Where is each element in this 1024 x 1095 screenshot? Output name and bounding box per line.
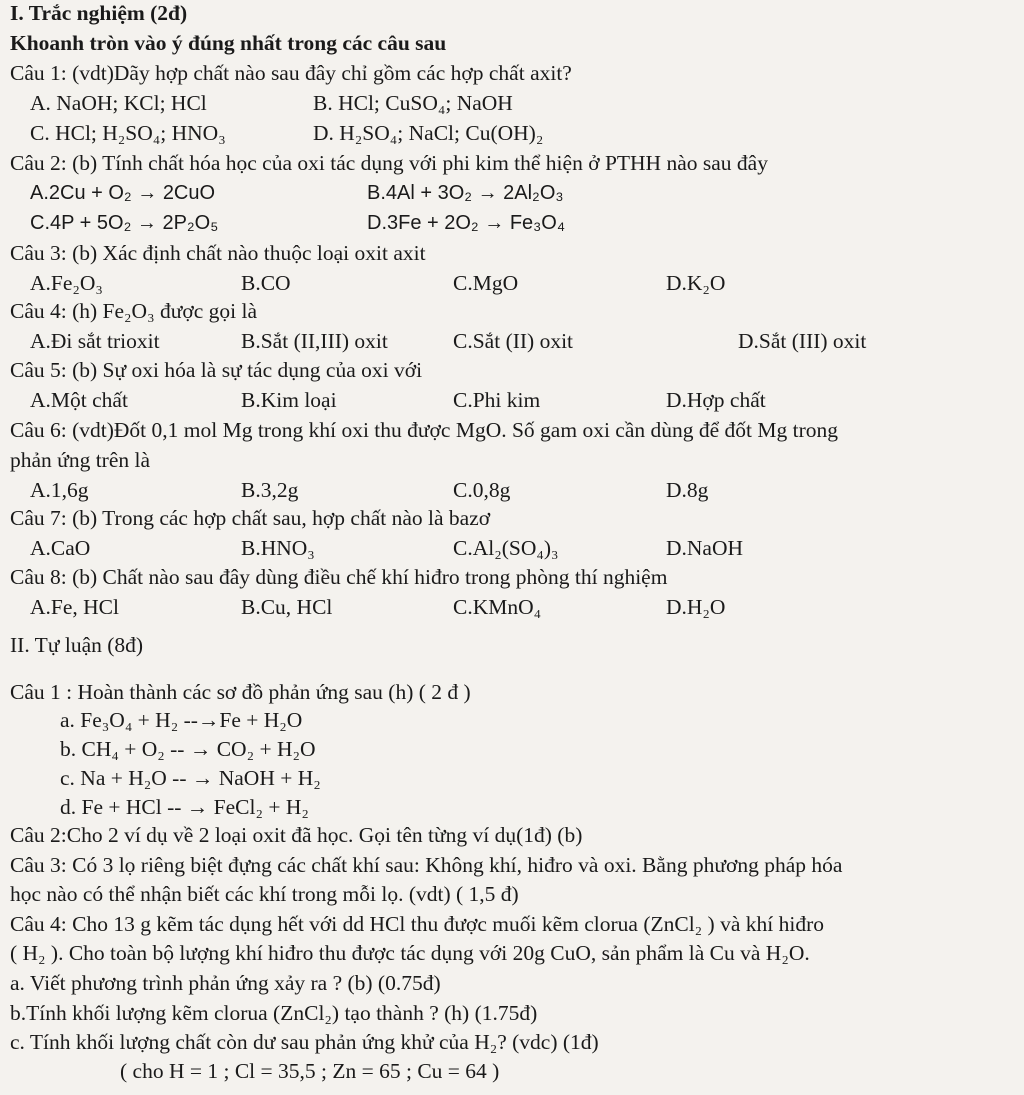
essay-question-2: Câu 2:Cho 2 ví dụ về 2 loại oxit đã học. Gọi tên từng ví dụ(1đ) (b) xyxy=(10,823,583,847)
essay-question-4-line2: ( H₂ ). Cho toàn bộ lượng khí hiđro thu được tác dụng với 20g CuO, sản phẩm là Cu và H₂O. xyxy=(10,941,810,965)
question-5-stem: Câu 5: (b) Sự oxi hóa là sự tác dụng của oxi với xyxy=(10,358,423,382)
question-5-option-c[interactable]: C.Phi kim xyxy=(453,388,541,412)
question-8-option-c[interactable]: C.KMnO₄ xyxy=(453,595,542,619)
question-3-stem: Câu 3: (b) Xác định chất nào thuộc loại oxit axit xyxy=(10,241,426,265)
question-8-option-b[interactable]: B.Cu, HCl xyxy=(241,595,333,619)
essay-question-4-part-a: a. Viết phương trình phản ứng xảy ra ? (b) (0.75đ) xyxy=(10,971,441,995)
question-1-option-c[interactable]: C. HCl; H₂SO₄; HNO₃ xyxy=(30,121,226,145)
question-2-option-c[interactable]: C.4P + 5O₂ → 2P₂O₅ xyxy=(30,212,219,234)
question-3-option-b[interactable]: B.CO xyxy=(241,271,291,295)
question-3-option-a[interactable]: A.Fe₂O₃ xyxy=(30,271,103,295)
question-4-stem: Câu 4: (h) Fe₂O₃ được gọi là xyxy=(10,299,257,323)
part2-title: II. Tự luận (8đ) xyxy=(10,633,144,657)
essay-question-4-line1: Câu 4: Cho 13 g kẽm tác dụng hết với dd HCl thu được muối kẽm clorua (ZnCl₂ ) và khí hiđro xyxy=(10,912,824,936)
question-7-option-b[interactable]: B.HNO₃ xyxy=(241,536,315,560)
question-8-stem: Câu 8: (b) Chất nào sau đây dùng điều chế khí hiđro trong phòng thí nghiệm xyxy=(10,565,668,589)
atomic-masses-given: ( cho H = 1 ; Cl = 35,5 ; Zn = 65 ; Cu = 64 ) xyxy=(120,1059,500,1083)
question-1-option-b[interactable]: B. HCl; CuSO₄; NaOH xyxy=(313,91,513,115)
question-1-option-d[interactable]: D. H₂SO₄; NaCl; Cu(OH)₂ xyxy=(313,121,544,145)
question-7-option-c[interactable]: C.Al₂(SO₄)₃ xyxy=(453,536,559,560)
question-2-option-b[interactable]: B.4Al + 3O₂ → 2Al₂O₃ xyxy=(367,182,564,204)
essay-q1-reaction-d: d. Fe + HCl -- → FeCl₂ + H₂ xyxy=(60,795,309,819)
question-5-option-d[interactable]: D.Hợp chất xyxy=(666,388,766,412)
question-6-option-c[interactable]: C.0,8g xyxy=(453,478,511,502)
question-4-option-d[interactable]: D.Sắt (III) oxit xyxy=(738,329,867,353)
part1-instruction: Khoanh tròn vào ý đúng nhất trong các câu sau xyxy=(10,31,447,55)
question-7-option-a[interactable]: A.CaO xyxy=(30,536,91,560)
question-2-option-a[interactable]: A.2Cu + O₂ → 2CuO xyxy=(30,182,216,204)
question-8-option-d[interactable]: D.H₂O xyxy=(666,595,726,619)
question-1-option-a[interactable]: A. NaOH; KCl; HCl xyxy=(30,91,207,115)
question-5-option-b[interactable]: B.Kim loại xyxy=(241,388,337,412)
question-7-stem: Câu 7: (b) Trong các hợp chất sau, hợp chất nào là bazơ xyxy=(10,506,491,530)
essay-question-4-part-b: b.Tính khối lượng kẽm clorua (ZnCl₂) tạo thành ? (h) (1.75đ) xyxy=(10,1001,538,1025)
question-1-stem: Câu 1: (vdt)Dãy hợp chất nào sau đây chỉ gồm các hợp chất axit? xyxy=(10,61,572,85)
question-4-option-a[interactable]: A.Đi sắt trioxit xyxy=(30,329,160,353)
question-6-stem: Câu 6: (vdt)Đốt 0,1 mol Mg trong khí oxi thu được MgO. Số gam oxi cần dùng để đốt Mg trong xyxy=(10,418,839,442)
essay-question-3-line1: Câu 3: Có 3 lọ riêng biệt đựng các chất khí sau: Không khí, hiđro và oxi. Bằng phương pháp hóa xyxy=(10,853,843,877)
essay-question-4-part-c: c. Tính khối lượng chất còn dư sau phản ứng khử của H₂? (vdc) (1đ) xyxy=(10,1030,599,1054)
essay-q1-reaction-c: c. Na + H₂O -- → NaOH + H₂ xyxy=(60,766,321,790)
question-3-option-c[interactable]: C.MgO xyxy=(453,271,519,295)
essay-question-1-stem: Câu 1 : Hoàn thành các sơ đồ phản ứng sau (h) ( 2 đ ) xyxy=(10,680,471,704)
essay-q1-reaction-b: b. CH₄ + O₂ -- → CO₂ + H₂O xyxy=(60,737,316,761)
question-5-option-a[interactable]: A.Một chất xyxy=(30,388,128,412)
question-6-option-b[interactable]: B.3,2g xyxy=(241,478,299,502)
part1-title: I. Trắc nghiệm (2đ) xyxy=(10,1,188,25)
question-2-stem: Câu 2: (b) Tính chất hóa học của oxi tác dụng với phi kim thể hiện ở PTHH nào sau đây xyxy=(10,151,768,175)
question-7-option-d[interactable]: D.NaOH xyxy=(666,536,744,560)
question-8-option-a[interactable]: A.Fe, HCl xyxy=(30,595,119,619)
question-6-stem-continued: phản ứng trên là xyxy=(10,448,151,472)
essay-q1-reaction-a: a. Fe₃O₄ + H₂ --→Fe + H₂O xyxy=(60,708,303,732)
question-6-option-d[interactable]: D.8g xyxy=(666,478,709,502)
question-6-option-a[interactable]: A.1,6g xyxy=(30,478,89,502)
question-2-option-d[interactable]: D.3Fe + 2O₂ → Fe₃O₄ xyxy=(367,212,566,234)
essay-question-3-line2: học nào có thể nhận biết các khí trong mỗi lọ. (vdt) ( 1,5 đ) xyxy=(10,882,519,906)
question-4-option-b[interactable]: B.Sắt (II,III) oxit xyxy=(241,329,388,353)
question-3-option-d[interactable]: D.K₂O xyxy=(666,271,726,295)
question-4-option-c[interactable]: C.Sắt (II) oxit xyxy=(453,329,574,353)
